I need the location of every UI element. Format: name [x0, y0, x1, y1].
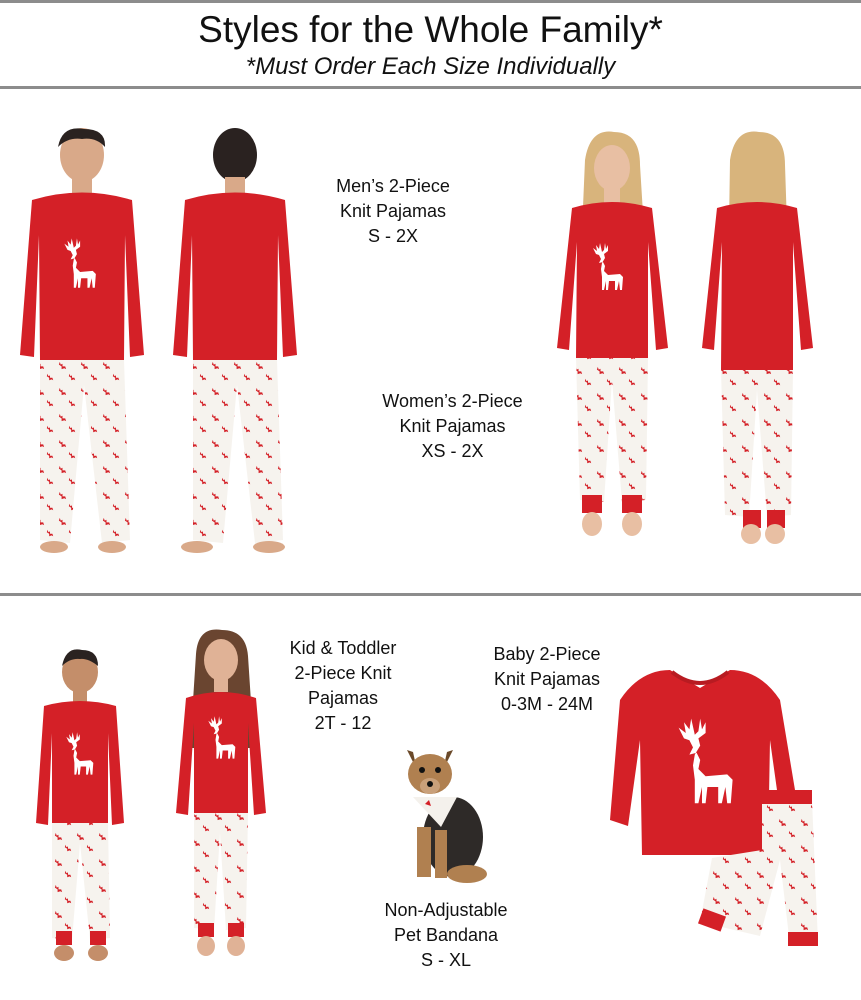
kids-pajamas-boy-image — [30, 648, 130, 973]
mens-caption-sizes: S - 2X — [367, 226, 419, 246]
mens-pajamas-front-image — [12, 125, 152, 560]
pet-caption-sizes: S - XL — [420, 950, 472, 970]
mens-pajamas-back-image — [165, 125, 305, 560]
baby-caption-line1: Baby 2-Piece — [493, 644, 601, 664]
kids-caption — [272, 636, 414, 736]
baby-pajamas-image — [600, 660, 825, 960]
baby-caption-line2: Knit Pajamas — [493, 669, 601, 689]
pet-caption-line1: Non-Adjustable — [384, 900, 508, 920]
mens-caption-line2: Knit Pajamas — [339, 201, 447, 221]
mens-caption-line1: Men’s 2-Piece — [336, 176, 450, 196]
page-header — [0, 0, 861, 88]
pet-caption — [362, 898, 530, 973]
kids-caption-line1: Kid & Toddler — [289, 638, 397, 658]
page-subtitle: *Must Order Each Size Individually — [245, 53, 616, 80]
womens-caption-sizes: XS - 2X — [421, 441, 484, 461]
womens-pajamas-back-image — [695, 130, 820, 550]
pet-bandana-dog-image — [395, 742, 495, 887]
mens-caption — [318, 174, 468, 249]
header-divider — [0, 86, 861, 89]
baby-caption-sizes: 0-3M - 24M — [500, 694, 594, 714]
womens-pajamas-front-image — [550, 130, 675, 550]
kids-pajamas-girl-image — [168, 628, 273, 973]
pet-caption-line2: Pet Bandana — [393, 925, 499, 945]
kids-caption-sizes: 2T - 12 — [314, 713, 372, 733]
womens-caption-line1: Women’s 2-Piece — [382, 391, 523, 411]
page-title: Styles for the Whole Family* — [198, 9, 663, 50]
kids-caption-line2: 2-Piece Knit — [294, 663, 392, 683]
section-divider — [0, 593, 861, 596]
womens-caption — [365, 389, 540, 464]
kids-caption-line3: Pajamas — [307, 688, 379, 708]
womens-caption-line2: Knit Pajamas — [399, 416, 506, 436]
